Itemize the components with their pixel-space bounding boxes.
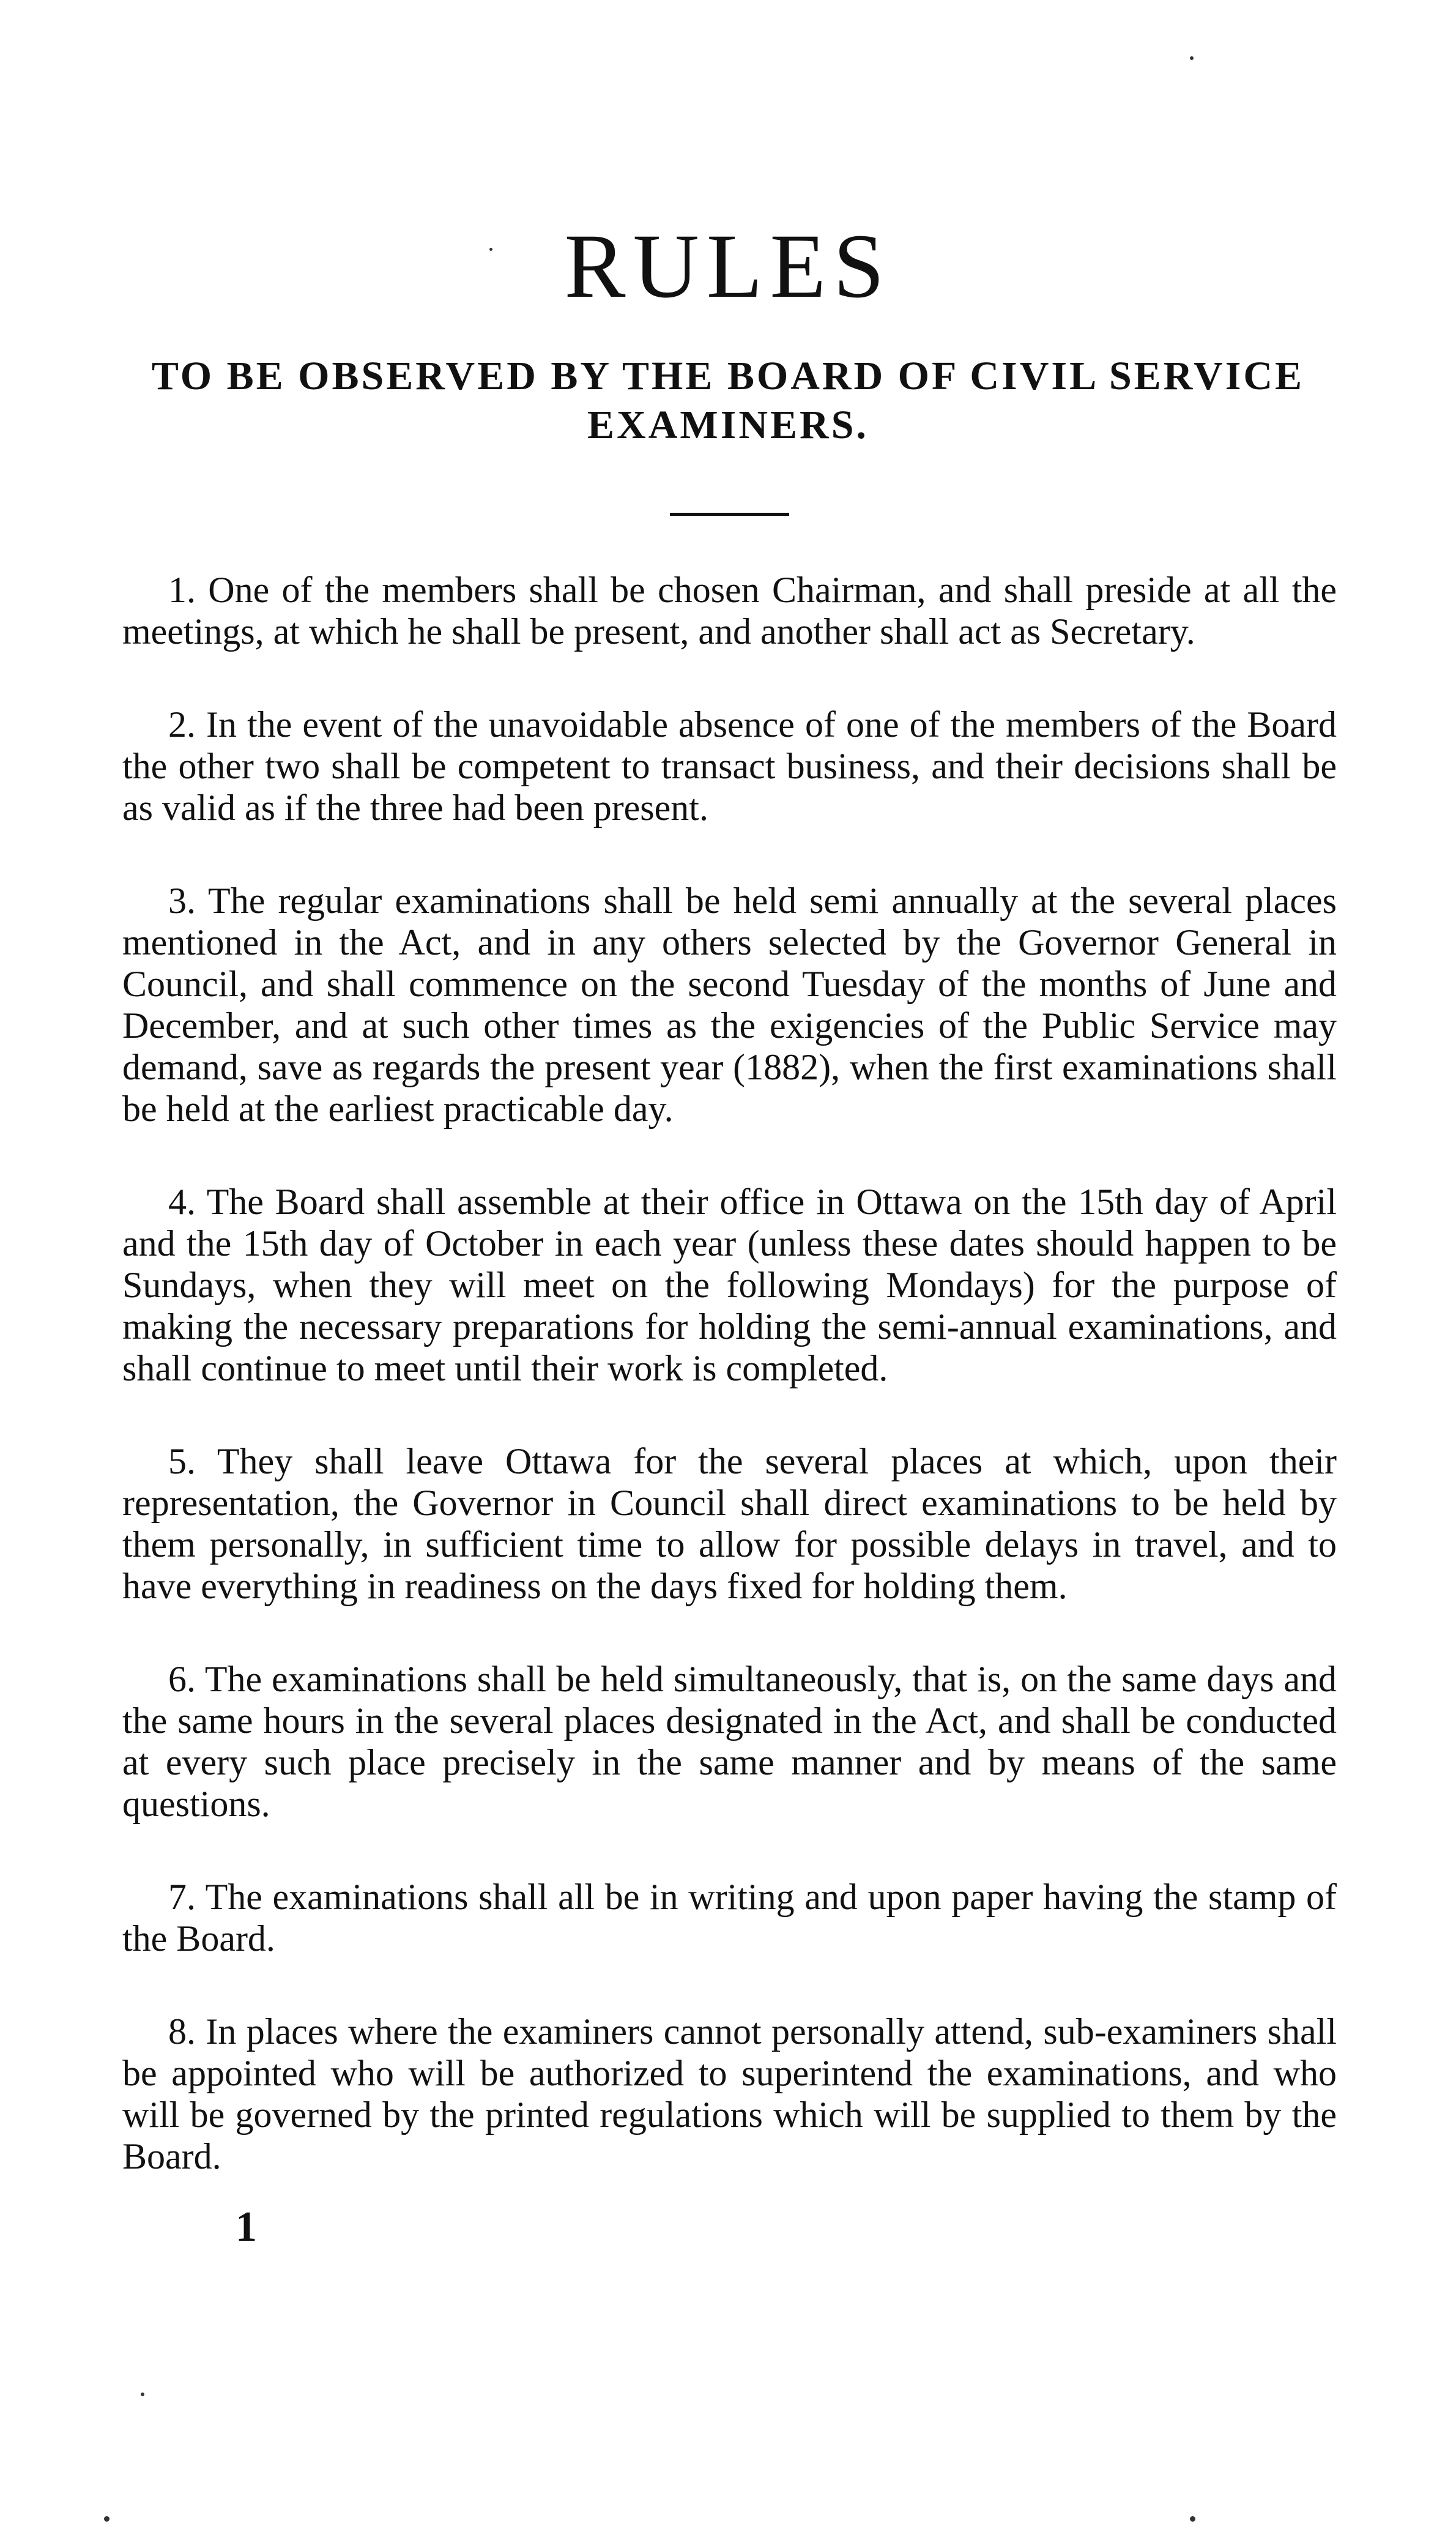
rule-number: 2. [168, 704, 196, 745]
rule-paragraph-1 [122, 569, 1337, 652]
rule-paragraph-6 [122, 1658, 1337, 1825]
rules-list [122, 569, 1337, 2229]
rule-paragraph-5 [122, 1440, 1337, 1607]
rule-text: The examinations shall all be in writing and upon paper having the stamp of the Board. [122, 1877, 1337, 1959]
rule-paragraph-7 [122, 1876, 1337, 1959]
rule-number: 1. [168, 570, 196, 610]
rule-number: 7. [168, 1877, 196, 1917]
rule-text: In places where the examiners cannot personally attend, sub-examiners shall be appointed who will be authorized to superintend the examinations, and who will be governed by the printed regulations which will be supplied to them by the Board. [122, 2011, 1337, 2177]
rule-paragraph-2 [122, 704, 1337, 829]
rule-text: One of the members shall be chosen Chairman, and shall preside at all the meetings, at which he shall be present, and another shall act as Secretary. [122, 570, 1337, 652]
page-subtitle: TO BE OBSERVED BY THE BOARD OF CIVIL SERVICE EXAMINERS. [151, 354, 1305, 447]
rule-paragraph-3 [122, 880, 1337, 1130]
print-speck [141, 2393, 144, 2396]
rule-number: 3. [168, 881, 196, 921]
rule-number: 4. [168, 1182, 196, 1222]
rule-text: The examinations shall be held simultaneously, that is, on the same days and the same hours in the several places designated in the Act, and shall be conducted at every such place precisely in the same manner and by means of the same questions. [122, 1659, 1337, 1824]
print-speck [1190, 56, 1194, 60]
rule-text: They shall leave Ottawa for the several places at which, upon their representation, the Governor in Council shall direct examinations to be held by them personally, in sufficient time to allow for possible delays in travel, and to have everything in readiness on the days fixed for holding them. [122, 1441, 1337, 1606]
rule-text: In the event of the unavoidable absence of one of the members of the Board the other two shall be competent to transact business, and their decisions shall be as valid as if the three had been present. [122, 704, 1337, 828]
print-speck [489, 248, 492, 251]
rule-text: The Board shall assemble at their office in Ottawa on the 15th day of April and the 15th day of October in each year (unless these dates should happen to be Sundays, when they will meet on the following Mondays) for the purpose of making the necessary preparations for holding the semi-annual examinations, and shall continue to meet until their work is completed. [122, 1182, 1337, 1388]
title-divider [670, 513, 789, 516]
rule-text: The regular examinations shall be held semi annually at the several places mentioned in the Act, and in any others selected by the Governor General in Council, and shall commence on the second Tuesday of the months of June and December, and at such other times as the exigencies of the Public Service may demand, save as regards the present year (1882), when the first examinations shall be held at the earliest practicable day. [122, 881, 1337, 1129]
print-speck [1190, 2516, 1195, 2522]
rule-number: 6. [168, 1659, 196, 1699]
page-title: RULES [564, 215, 892, 317]
rule-number: 5. [168, 1441, 196, 1481]
page-number: 1 [236, 2203, 257, 2251]
rule-paragraph-4 [122, 1181, 1337, 1389]
rule-paragraph-8 [122, 2011, 1337, 2177]
print-speck [104, 2516, 110, 2522]
rule-number: 8. [168, 2011, 196, 2052]
